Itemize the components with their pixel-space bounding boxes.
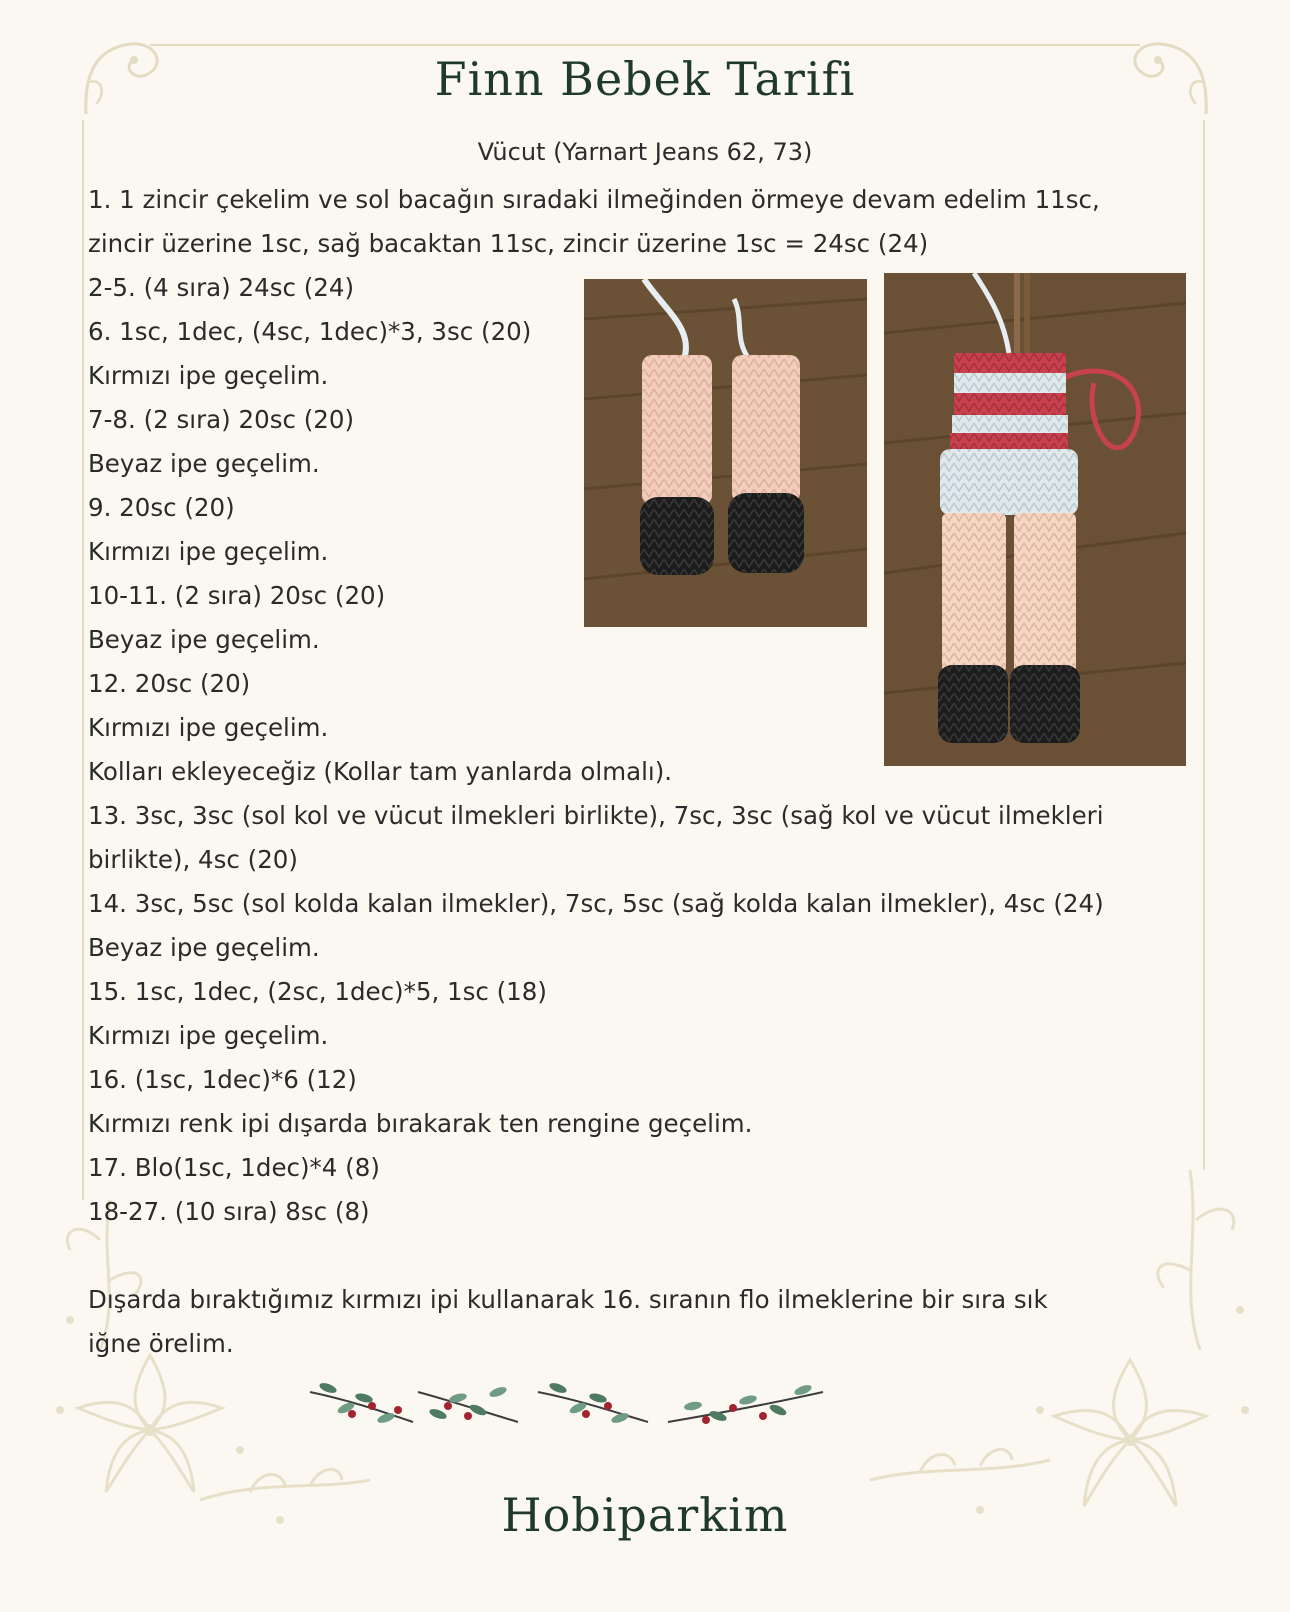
instruction-line: Kolları ekleyeceğiz (Kollar tam yanlarda olmalı). <box>88 757 673 786</box>
frame-top-line <box>150 44 1140 46</box>
instruction-line: 6. 1sc, 1dec, (4sc, 1dec)*3, 3sc (20) <box>88 317 532 346</box>
instruction-line: 10-11. (2 sıra) 20sc (20) <box>88 581 386 610</box>
frame-right-line <box>1203 120 1205 1170</box>
instruction-line: 12. 20sc (20) <box>88 669 251 698</box>
instruction-line: Beyaz ipe geçelim. <box>88 933 320 962</box>
holly-garland-icon <box>308 1370 828 1440</box>
legs-photo <box>584 279 867 627</box>
instruction-line: Kırmızı ipe geçelim. <box>88 713 329 742</box>
body-photo <box>884 273 1186 766</box>
instruction-line: Kırmızı ipe geçelim. <box>88 1021 329 1050</box>
instruction-line: 13. 3sc, 3sc (sol kol ve vücut ilmekleri birlikte), 7sc, 3sc (sağ kol ve vücut ilmekleri <box>88 801 1104 830</box>
instruction-line: 15. 1sc, 1dec, (2sc, 1dec)*5, 1sc (18) <box>88 977 547 1006</box>
instruction-line: Beyaz ipe geçelim. <box>88 625 320 654</box>
instruction-line: 18-27. (10 sıra) 8sc (8) <box>88 1197 370 1226</box>
instruction-line: birlikte), 4sc (20) <box>88 845 298 874</box>
closing-line: iğne örelim. <box>88 1329 234 1358</box>
brand-signature: Hobiparkim <box>501 1488 789 1542</box>
instruction-line: 2-5. (4 sıra) 24sc (24) <box>88 273 355 302</box>
closing-line: Dışarda bıraktığımız kırmızı ipi kullanarak 16. sıranın flo ilmeklerine bir sıra sık <box>88 1285 1048 1314</box>
instruction-line: 16. (1sc, 1dec)*6 (12) <box>88 1065 357 1094</box>
page-title: Finn Bebek Tarifi <box>434 52 856 106</box>
instruction-line: 7-8. (2 sıra) 20sc (20) <box>88 405 355 434</box>
instruction-line: Kırmızı ipe geçelim. <box>88 537 329 566</box>
instruction-line: zincir üzerine 1sc, sağ bacaktan 11sc, zincir üzerine 1sc = 24sc (24) <box>88 229 929 258</box>
instruction-line: Beyaz ipe geçelim. <box>88 449 320 478</box>
instruction-line: Kırmızı ipe geçelim. <box>88 361 329 390</box>
section-subtitle: Vücut (Yarnart Jeans 62, 73) <box>477 138 813 166</box>
instruction-line: 1. 1 zincir çekelim ve sol bacağın sıradaki ilmeğinden örmeye devam edelim 11sc, <box>88 185 1100 214</box>
instruction-line: Kırmızı renk ipi dışarda bırakarak ten rengine geçelim. <box>88 1109 753 1138</box>
frame-left-line <box>82 120 84 1200</box>
instruction-line: 9. 20sc (20) <box>88 493 235 522</box>
instruction-line: 14. 3sc, 5sc (sol kolda kalan ilmekler), 7sc, 5sc (sağ kolda kalan ilmekler), 4sc (24) <box>88 889 1104 918</box>
instruction-line: 17. Blo(1sc, 1dec)*4 (8) <box>88 1153 380 1182</box>
